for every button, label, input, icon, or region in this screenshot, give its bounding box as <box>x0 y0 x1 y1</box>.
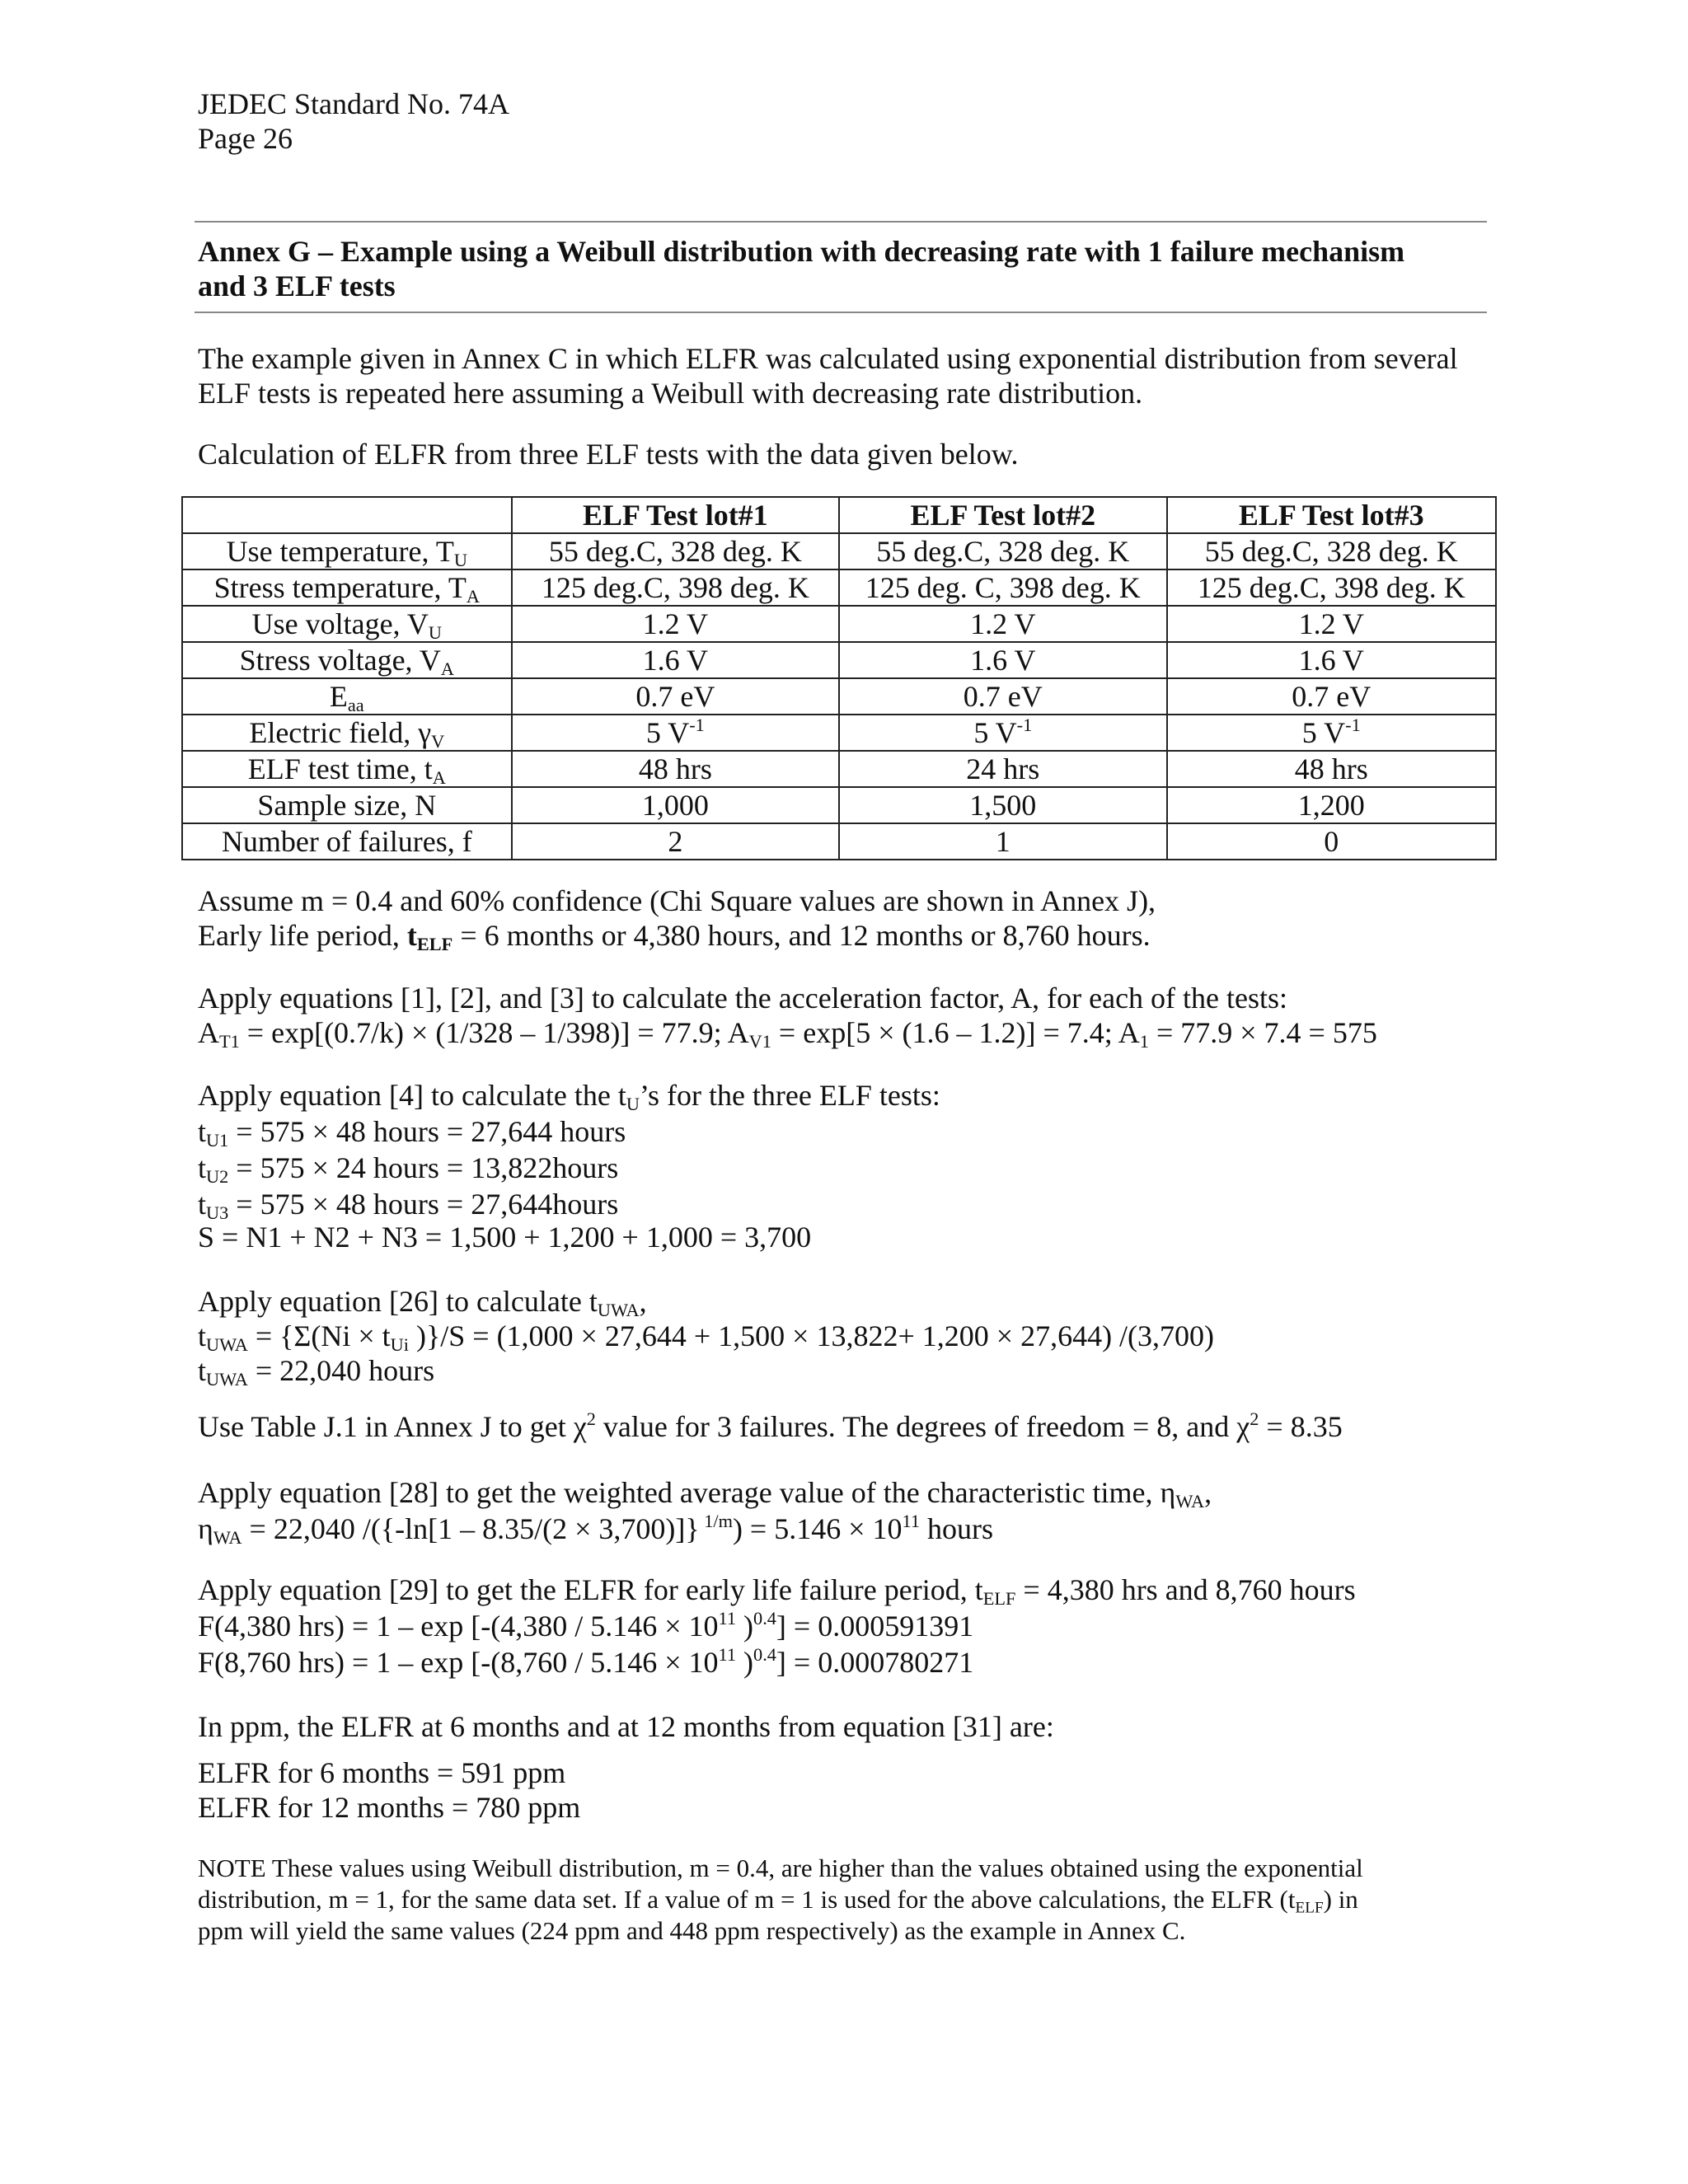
row-label: Number of failures, f <box>182 823 512 860</box>
tuwa-equation-2: $t_{UWA} = 22,040$ hours <box>198 1354 435 1390</box>
table-header-row <box>182 497 1496 533</box>
row-label: Electric field, $\gamma_V$ <box>182 715 512 751</box>
table-row <box>182 715 1496 751</box>
tuwa-intro: Apply equation [26] to calculate $t_{UWA}$, <box>198 1285 647 1321</box>
table-cell: 5 $V^{-1}$ <box>839 715 1166 751</box>
row-label: Use temperature, $T_U$ <box>182 533 512 569</box>
eta-equation: $\eta_{WA} = 22,040$ /({-ln[1 – 8.35/(2 × 3,700)]} $^{1/m}) = 5.146 \times 10^{11}$ hours <box>198 1511 994 1549</box>
table-cell: 1,500 <box>839 787 1166 823</box>
column-header: ELF Test lot#2 <box>839 497 1166 533</box>
table-row <box>182 533 1496 569</box>
tu-intro: Apply equation [4] to calculate the $t_U’s$ for the three ELF tests: <box>198 1079 940 1115</box>
calc-intro: Calculation of ELFR from three ELF tests with the data given below. <box>198 438 1019 471</box>
accel-intro: Apply equations [1], [2], and [3] to calculate the acceleration factor, A, for each of the tests: <box>198 982 1288 1015</box>
title-rule-bottom <box>195 312 1487 313</box>
elfr-12-months: ELFR for 12 months = 780 ppm <box>198 1791 581 1824</box>
elfr-intro: Apply equation [29] to get the ELFR for early life failure period, $t_{ELF} = 4,380$ hrs and 8,760 hours <box>198 1573 1356 1610</box>
table-cell: 1.6 V <box>1167 642 1496 678</box>
table-row <box>182 751 1496 787</box>
table-row <box>182 823 1496 860</box>
table-cell: 5 $V^{-1}$ <box>512 715 839 751</box>
note-line1: NOTE These values using Weibull distribution, m = 0.4, are higher than the values obtained using the exponential <box>198 1854 1363 1882</box>
table-cell: 125 deg. C, 398 deg. K <box>839 569 1166 606</box>
header-standard: JEDEC Standard No. 74A <box>198 87 509 120</box>
table-corner-cell <box>182 497 512 533</box>
table-cell: 1.2 V <box>512 606 839 642</box>
table-cell: 48 hrs <box>1167 751 1496 787</box>
tu-line-3: $t_{U3} = 575 \times 48$ hours = 27,644hours <box>198 1188 619 1224</box>
table-cell: 1.2 V <box>839 606 1166 642</box>
accel-equation: $A_{T1} = \exp[(0.7/k) \times (1/328 - 1/398)] = 77.9$; $A_{V1} = \exp[5 \times (1.6 - 1.2)] = 7.4$; $A_1 = 77.9 \times 7.4 = 575$ <box>198 1016 1377 1052</box>
row-label: ELF test time, $t_A$ <box>182 751 512 787</box>
table-cell: 1,200 <box>1167 787 1496 823</box>
row-label: Sample size, N <box>182 787 512 823</box>
table-cell: 1.6 V <box>839 642 1166 678</box>
tu-line-1: $t_{U1} = 575 \times 48$ hours = 27,644 hours <box>198 1115 626 1151</box>
table-row <box>182 787 1496 823</box>
table-cell: 0.7 eV <box>512 678 839 715</box>
note-line2: distribution, m = 1, for the same data set. If a value of m = 1 is used for the above calculations, the ELFR $(t_{ELF})$ in <box>198 1885 1358 1917</box>
table-cell: 0 <box>1167 823 1496 860</box>
row-label: Stress voltage, $V_A$ <box>182 642 512 678</box>
title-rule-top <box>195 221 1487 223</box>
table-cell: 1.6 V <box>512 642 839 678</box>
eta-intro: Apply equation [28] to get the weighted average value of the characteristic time, $\eta_{WA}$, <box>198 1476 1212 1512</box>
table-cell: 55 deg.C, 328 deg. K <box>839 533 1166 569</box>
s-line: S = N1 + N2 + N3 = 1,500 + 1,200 + 1,000 = 3,700 <box>198 1221 812 1254</box>
column-header: ELF Test lot#1 <box>512 497 839 533</box>
assume-line2: Early life period, $t_{ELF} = 6$ months or 4,380 hours, and 12 months or 8,760 hours. <box>198 919 1151 955</box>
note-line3: ppm will yield the same values (224 ppm and 448 ppm respectively) as the example in Annex C. <box>198 1916 1186 1945</box>
elfr-6-months: ELFR for 6 months = 591 ppm <box>198 1756 566 1789</box>
table-cell: 1.2 V <box>1167 606 1496 642</box>
header-page-number: Page 26 <box>198 122 293 155</box>
intro-line2: ELF tests is repeated here assuming a Weibull with decreasing rate distribution. <box>198 377 1143 410</box>
annex-title-line1: Annex G – Example using a Weibull distribution with decreasing rate with 1 failure mechanism <box>198 235 1405 268</box>
row-label: $E_{aa}$ <box>182 678 512 715</box>
column-header: ELF Test lot#3 <box>1167 497 1496 533</box>
elf-data-table <box>181 496 1497 860</box>
table-row <box>182 678 1496 715</box>
chi-square-line: Use Table J.1 in Annex J to get $\chi^2$ value for 3 failures. The degrees of freedom = 8, and $\chi^2 = 8.35$ <box>198 1408 1343 1443</box>
table-cell: 125 deg.C, 398 deg. K <box>1167 569 1496 606</box>
table-cell: 48 hrs <box>512 751 839 787</box>
table-cell: 0.7 eV <box>839 678 1166 715</box>
assume-line1: Assume m = 0.4 and 60% confidence (Chi Square values are shown in Annex J), <box>198 884 1156 917</box>
row-label: Use voltage, $V_U$ <box>182 606 512 642</box>
table-row <box>182 606 1496 642</box>
ppm-intro: In ppm, the ELFR at 6 months and at 12 months from equation [31] are: <box>198 1710 1054 1743</box>
table-cell: 55 deg.C, 328 deg. K <box>512 533 839 569</box>
table-cell: 2 <box>512 823 839 860</box>
table-cell: 55 deg.C, 328 deg. K <box>1167 533 1496 569</box>
f-4380-equation: F(4,380 $hrs) = 1 - \exp [-(4,380 / 5.146 \times 10^{11}$ )$^{0.4}$] = 0.000591391 <box>198 1608 974 1643</box>
table-cell: 125 deg.C, 398 deg. K <box>512 569 839 606</box>
annex-title-line2: and 3 ELF tests <box>198 269 396 302</box>
tu-line-2: $t_{U2} = 575 \times 24$ hours = 13,822hours <box>198 1151 619 1188</box>
table-cell: 24 hrs <box>839 751 1166 787</box>
table-cell: 0.7 eV <box>1167 678 1496 715</box>
table-cell: 5 $V^{-1}$ <box>1167 715 1496 751</box>
intro-line1: The example given in Annex C in which ELFR was calculated using exponential distribution from several <box>198 342 1458 375</box>
row-label: Stress temperature, $T_A$ <box>182 569 512 606</box>
table-row <box>182 569 1496 606</box>
table-cell: 1 <box>839 823 1166 860</box>
table-row <box>182 642 1496 678</box>
tuwa-equation-1: $t_{UWA} = \{\Sigma(Ni \times t_{Ui}$ )}/S = (1,000 × 27,644 + 1,500 × 13,822+ 1,200 × 27,644) /(3,700) <box>198 1319 1215 1356</box>
f-8760-equation: F(8,760 $hrs) = 1 - \exp [-(8,760 / 5.146 \times 10^{11}$ )$^{0.4}$] = 0.000780271 <box>198 1644 974 1679</box>
table-cell: 1,000 <box>512 787 839 823</box>
